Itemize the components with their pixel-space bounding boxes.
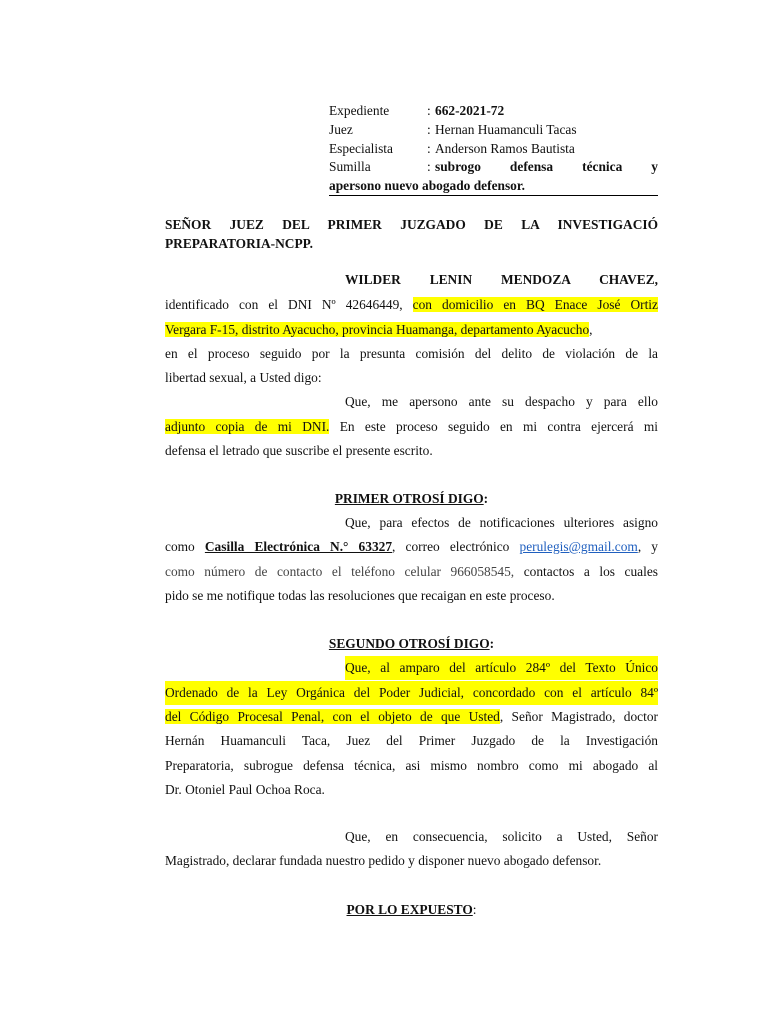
header-sumilla-cont (329, 176, 525, 195)
intro-address-highlight: Vergara F-15, distrito Ayacucho, provincia Huamanga, departamento Ayacucho (165, 322, 590, 337)
para1-line2 (165, 415, 658, 439)
otrosi2-line6: Dr. Otoniel Paul Ochoa Roca. (165, 782, 325, 797)
otrosi1-contactos: contactos a los cuales (523, 564, 658, 579)
petitioner-name: WILDER LENIN MENDOZA CHAVEZ, (345, 272, 658, 287)
por-lo-expuesto (165, 898, 658, 922)
email-link[interactable]: perulegis@gmail.com (519, 539, 638, 554)
primer-otrosi-colon: : (483, 491, 489, 506)
otrosi1-line1: Que, para efectos de notificaciones ulteriores asigno (345, 515, 658, 530)
intro-line2 (165, 318, 658, 342)
otrosi1-y: , y (637, 539, 658, 554)
header-divider (329, 195, 658, 196)
para2-line2: Magistrado, declarar fundada nuestro pedido y disponer nuevo abogado defensor. (165, 853, 602, 868)
sumilla-value-line1: subrogo defensa técnica y (435, 159, 658, 174)
addressee-line1: SEÑOR JUEZ DEL PRIMER JUZGADO DE LA INVESTIGACIÓ (165, 217, 658, 232)
segundo-otrosi-title-text: SEGUNDO OTROSÍ DIGO (328, 636, 490, 651)
para1-line3: defensa el letrado que suscribe el presente escrito. (165, 443, 433, 458)
otrosi1-correo: , correo electrónico (392, 539, 510, 554)
header-sumilla: Sumilla : subrogo defensa técnica y (329, 159, 658, 174)
addressee-line2: PREPARATORIA-NCPP. (165, 236, 313, 251)
intro-domicilio-highlight: con domicilio en BQ Enace José Ortiz (412, 297, 658, 312)
sumilla-label: Sumilla (329, 159, 371, 174)
primer-otrosi-title (165, 487, 658, 511)
intro-comma: , (589, 322, 593, 337)
otrosi2-line4: Hernán Huamanculi Taca, Juez del Primer Juzgado de la Investigación (165, 733, 658, 748)
phone-text: como número de contacto el teléfono celular 966058545, (165, 564, 515, 579)
otrosi2-line3-highlight: del Código Procesal Penal, con el objeto de que Usted (165, 709, 500, 724)
para1-dni-highlight: adjunto copia de mi DNI. (165, 419, 330, 434)
header-especialista: Especialista : Anderson Ramos Bautista (329, 141, 575, 156)
otrosi1-line2 (165, 535, 658, 559)
otrosi2-line2-highlight: Ordenado de la Ley Orgánica del Poder Judicial, concordado con el artículo 84º (165, 681, 658, 705)
intro-line4: libertad sexual, a Usted digo: (165, 370, 322, 385)
segundo-otrosi-colon: : (489, 636, 495, 651)
primer-otrosi-title-text: PRIMER OTROSÍ DIGO (334, 491, 484, 506)
intro-line1 (165, 293, 658, 317)
sumilla-value-line2: apersono nuevo abogado defensor. (329, 178, 525, 193)
segundo-otrosi-title (165, 632, 658, 656)
expediente-value: 662-2021-72 (435, 103, 505, 118)
para1-line1: Que, me apersono ante su despacho y para ello (345, 394, 658, 409)
otrosi2-line1 (345, 656, 658, 680)
otrosi1-line4: pido se me notifique todas las resoluciones que recaigan en este proceso. (165, 588, 555, 603)
header-expediente: Expediente : 662-2021-72 (329, 103, 505, 118)
expediente-label: Expediente (329, 103, 390, 118)
intro-line3: en el proceso seguido por la presunta comisión del delito de violación de la (165, 346, 658, 361)
otrosi2-line5: Preparatoria, subrogue defensa técnica, asi mismo nombro como mi abogado al (165, 758, 658, 773)
otrosi2-line3 (165, 705, 658, 729)
otrosi2-senor: , Señor Magistrado, doctor (499, 709, 658, 724)
juez-label: Juez (329, 122, 353, 137)
otrosi2-line1-highlight: Que, al amparo del artículo 284º del Texto Único (345, 656, 658, 680)
otrosi1-como: como (165, 539, 195, 554)
especialista-label: Especialista (329, 141, 393, 156)
header-juez: Juez : Hernan Huamanculi Tacas (329, 122, 577, 137)
para1-text: En este proceso seguido en mi contra ejercerá mi (339, 419, 658, 434)
intro-dni: identificado con el DNI Nº 42646449, (165, 297, 403, 312)
especialista-value: Anderson Ramos Bautista (435, 141, 575, 156)
casilla-electronica: Casilla Electrónica N.° 63327 (204, 539, 393, 554)
otrosi2-line2 (165, 681, 658, 705)
para2-line1: Que, en consecuencia, solicito a Usted, Señor (345, 829, 658, 844)
por-lo-expuesto-text: POR LO EXPUESTO (346, 902, 473, 917)
por-lo-expuesto-colon: : (472, 902, 477, 917)
juez-value: Hernan Huamanculi Tacas (435, 122, 577, 137)
otrosi1-line3 (165, 560, 658, 584)
